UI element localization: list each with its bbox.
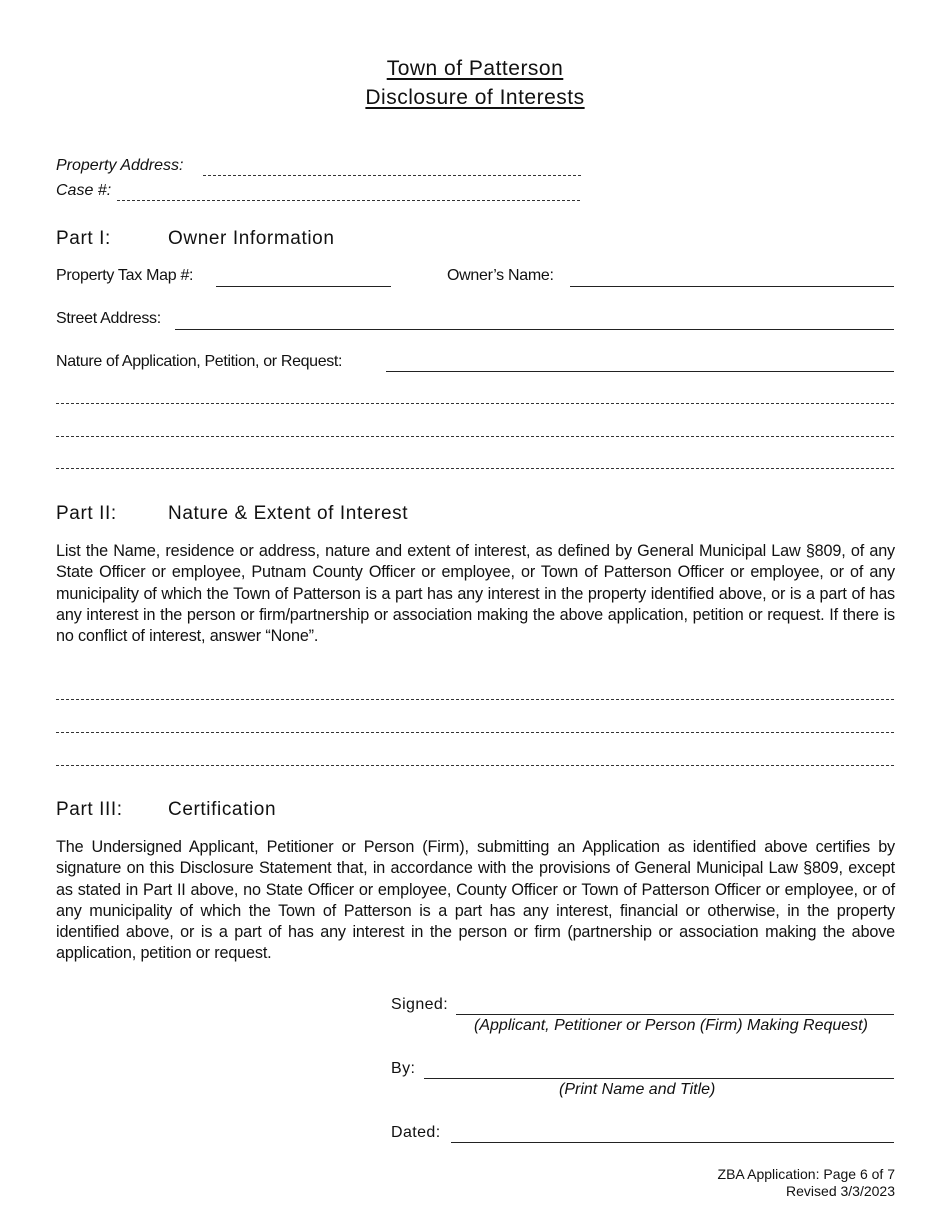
part3-heading: [56, 799, 276, 821]
part1-title: Owner Information: [168, 228, 335, 249]
interest-line-2[interactable]: [56, 732, 894, 733]
part2-title: Nature & Extent of Interest: [168, 503, 409, 524]
signed-note: (Applicant, Petitioner or Person (Firm) Making Request): [474, 1017, 868, 1034]
by-field[interactable]: [424, 1078, 894, 1079]
owner-name-field[interactable]: [570, 286, 894, 287]
form-title: [0, 57, 950, 81]
footer-page-info: ZBA Application: Page 6 of 7: [717, 1166, 895, 1182]
part1-number: Part I:: [56, 228, 111, 249]
interest-line-3[interactable]: [56, 765, 894, 766]
tax-map-field[interactable]: [216, 286, 391, 287]
title-disclosure: Disclosure of Interests: [365, 86, 585, 109]
by-note: (Print Name and Title): [559, 1081, 716, 1098]
nature-line-3[interactable]: [56, 468, 894, 469]
case-number-field[interactable]: [117, 200, 580, 201]
dated-label: Dated:: [391, 1124, 441, 1141]
nature-line-1[interactable]: [56, 403, 894, 404]
part3-number: Part III:: [56, 799, 123, 820]
street-address-field[interactable]: [175, 329, 894, 330]
property-address-field[interactable]: [203, 175, 581, 176]
nature-of-application-label: Nature of Application, Petition, or Request:: [56, 353, 343, 370]
tax-map-label: Property Tax Map #:: [56, 267, 194, 284]
part2-number: Part II:: [56, 503, 117, 524]
part1-heading: [56, 228, 335, 250]
signed-field[interactable]: [456, 1014, 894, 1015]
by-label: By:: [391, 1060, 416, 1077]
nature-of-application-field[interactable]: [386, 371, 894, 372]
nature-line-2[interactable]: [56, 436, 894, 437]
page-footer: [718, 1166, 895, 1200]
footer-revised: Revised 3/3/2023: [786, 1183, 895, 1199]
part3-title: Certification: [168, 799, 277, 820]
signed-label: Signed:: [391, 996, 449, 1013]
certification-statement: The Undersigned Applicant, Petitioner or Person (Firm), submitting an Application as identified above certifies by signature on this Disclosure Statement that, in accordance with the provisions of General Municipal Law §809, except as stated in Part II above, no State Officer or employee, County Officer or Town of Patterson Officer or employee, or of any municipality of which the Town of Patterson is a part has any interest, financial or otherwise, in the property identified above, or is a part of has any interest in the person or firm (partnership or association making the above application, petition or request.: [56, 838, 895, 963]
form-subtitle: [0, 86, 950, 110]
property-address-label: Property Address:: [56, 157, 184, 174]
case-number-label: Case #:: [56, 182, 112, 199]
title-town: Town of Patterson: [386, 57, 564, 80]
interest-line-1[interactable]: [56, 699, 894, 700]
part2-heading: [56, 503, 408, 525]
owner-name-label: Owner’s Name:: [447, 267, 554, 284]
part2-instructions: List the Name, residence or address, nature and extent of interest, as defined by General Municipal Law §809, of any State Officer or employee, Putnam County Officer or employee, or Town of Patterson Officer or employee, or of any municipality of which the Town of Patterson is a part has any interest in the property identified above, or is a part of has any interest in the person or firm/partnership or association making the above application, petition or request. If there is no conflict of interest, answer “None”.: [56, 542, 895, 646]
dated-field[interactable]: [451, 1142, 894, 1143]
street-address-label: Street Address:: [56, 310, 161, 327]
